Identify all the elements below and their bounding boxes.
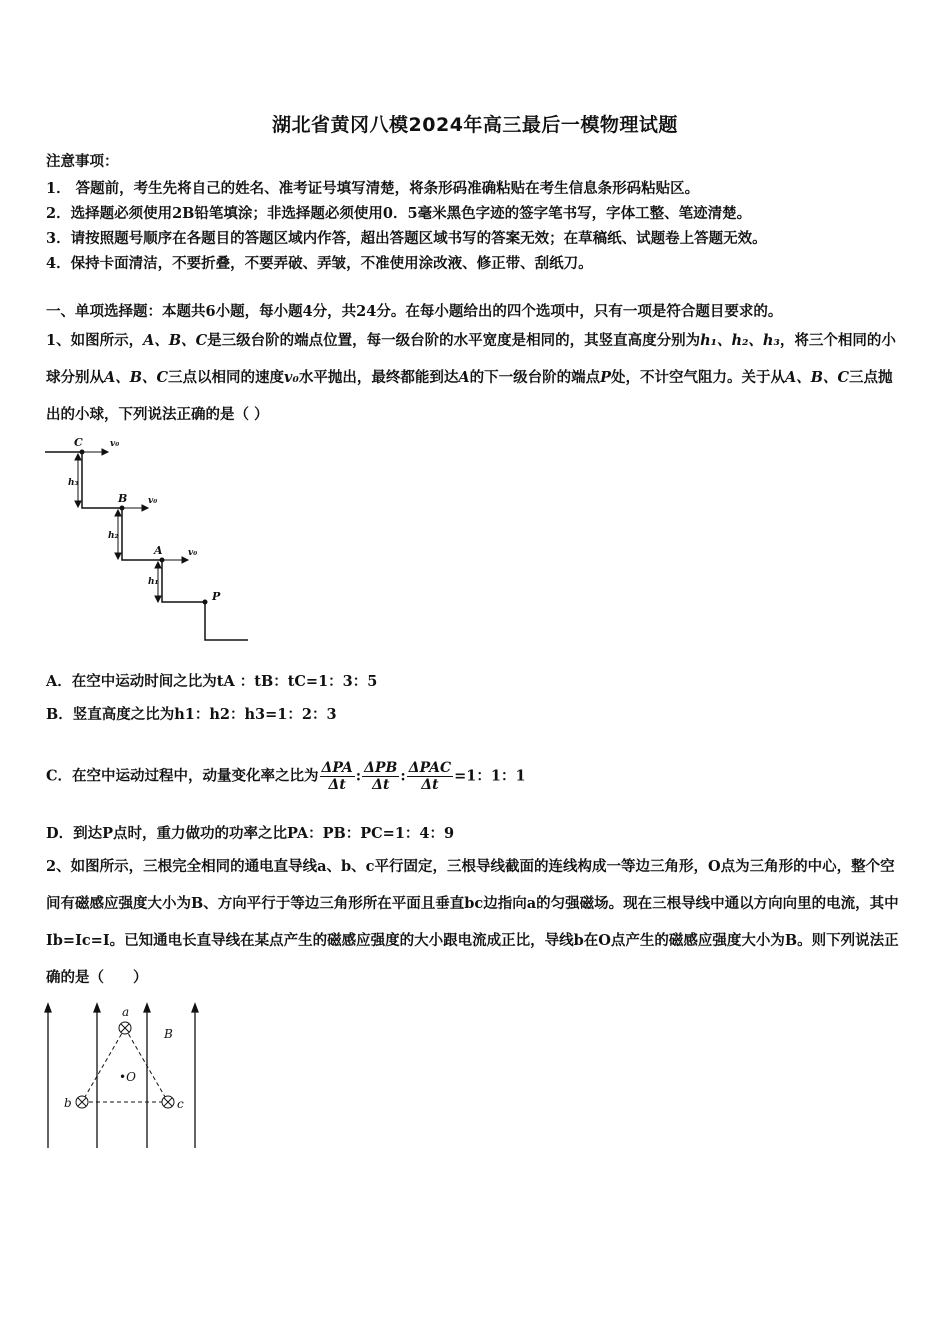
label-h3: h₃ xyxy=(68,478,79,488)
option-d[interactable]: D．到达P点时，重力做功的功率之比PA：PB：PC=1：4：9 xyxy=(46,825,455,842)
notice-item-2: 2．选择题必须使用2B铅笔填涂；非选择题必须使用0．5毫米黑色字迹的签字笔书写，字体工整、笔迹清楚。 xyxy=(46,205,752,222)
label-C: C xyxy=(74,436,83,449)
fraction-pb: $\frac{\text{ΔPB}}{\Delta t}$ xyxy=(364,760,398,793)
option-a[interactable]: A．在空中运动时间之比为tA ：tB：tC=1：3：5 xyxy=(46,673,378,690)
label-v0-B: v₀ xyxy=(148,496,158,506)
notice-item-1: 1． 答题前，考生先将自己的姓名、准考证号填写清楚，将条形码准确粘贴在考生信息条形码粘贴区。 xyxy=(46,180,700,197)
notice-heading: 注意事项： xyxy=(46,153,119,170)
fraction-pa: $\frac{\text{ΔPA}}{\Delta t}$ xyxy=(321,760,353,793)
label-b: b xyxy=(64,1096,72,1110)
label-P: P xyxy=(212,590,221,603)
label-c: c xyxy=(177,1097,184,1111)
question-2-stem: 2、如图所示，三根完全相同的通电直导线a、b、c平行固定，三根导线截面的连线构成一等边三角形，O点为三角形的中心，整个空间有磁感应强度大小为B、方向平行于等边三角形所在平面且垂直bc边指向a的匀强磁场。现在三根导线中通以方向向里的电流，其中Ib=Ic=I。已知通电长直导线在某点产生的磁感应强度的大小跟电流成正比，导线b在O点产生的磁感应强度大小为B。则下列说法正确的是（ ） xyxy=(46,858,899,986)
label-O: •O xyxy=(119,1070,136,1084)
label-B: B xyxy=(118,492,128,505)
option-b[interactable]: B．竖直高度之比为h1：h2：h3=1：2：3 xyxy=(46,706,337,723)
label-h2: h₂ xyxy=(108,531,119,541)
page-title: 湖北省黄冈八模2024年高三最后一模物理试题 xyxy=(272,114,678,136)
fraction-pac: $\frac{\text{ΔPAC}}{\Delta t}$ xyxy=(408,760,452,793)
label-h1: h₁ xyxy=(148,577,159,587)
stairs-figure xyxy=(40,430,260,645)
label-v0-C: v₀ xyxy=(110,439,120,449)
option-c[interactable]: C．在空中运动过程中，动量变化率之比为 $\frac{\text{ΔPA}}{\Delta t}$ : $\frac{\text{ΔPB}}{\Delta t}$ : $\frac{\text{ΔPAC}}{\Delta t}$ =1：1：1 xyxy=(46,760,526,793)
notice-item-3: 3．请按照题号顺序在各题目的答题区域内作答，超出答题区域书写的答案无效；在草稿纸、试题卷上答题无效。 xyxy=(46,230,767,247)
section-heading: 一、单项选择题：本题共6小题，每小题4分，共24分。在每小题给出的四个选项中，只有一项是符合题目要求的。 xyxy=(46,303,783,320)
label-v0-A: v₀ xyxy=(188,548,198,558)
label-B-field: B xyxy=(164,1027,173,1041)
wires-figure xyxy=(40,1000,220,1152)
label-a: a xyxy=(122,1005,130,1019)
label-A: A xyxy=(154,544,163,557)
notice-item-4: 4．保持卡面清洁，不要折叠，不要弄破、弄皱，不准使用涂改液、修正带、刮纸刀。 xyxy=(46,255,593,272)
question-1-stem: 1、如图所示，A、B、C是三级台阶的端点位置，每一级台阶的水平宽度是相同的，其竖直高度分别为h₁、h₂、h₃，将三个相同的小球分别从A、B、C三点以相同的速度v₀水平抛出，最终都能到达A的下一级台阶的端点P处，不计空气阻力。关于从A、B、C三点抛出的小球，下列说法正确的是（ ） xyxy=(46,332,896,423)
